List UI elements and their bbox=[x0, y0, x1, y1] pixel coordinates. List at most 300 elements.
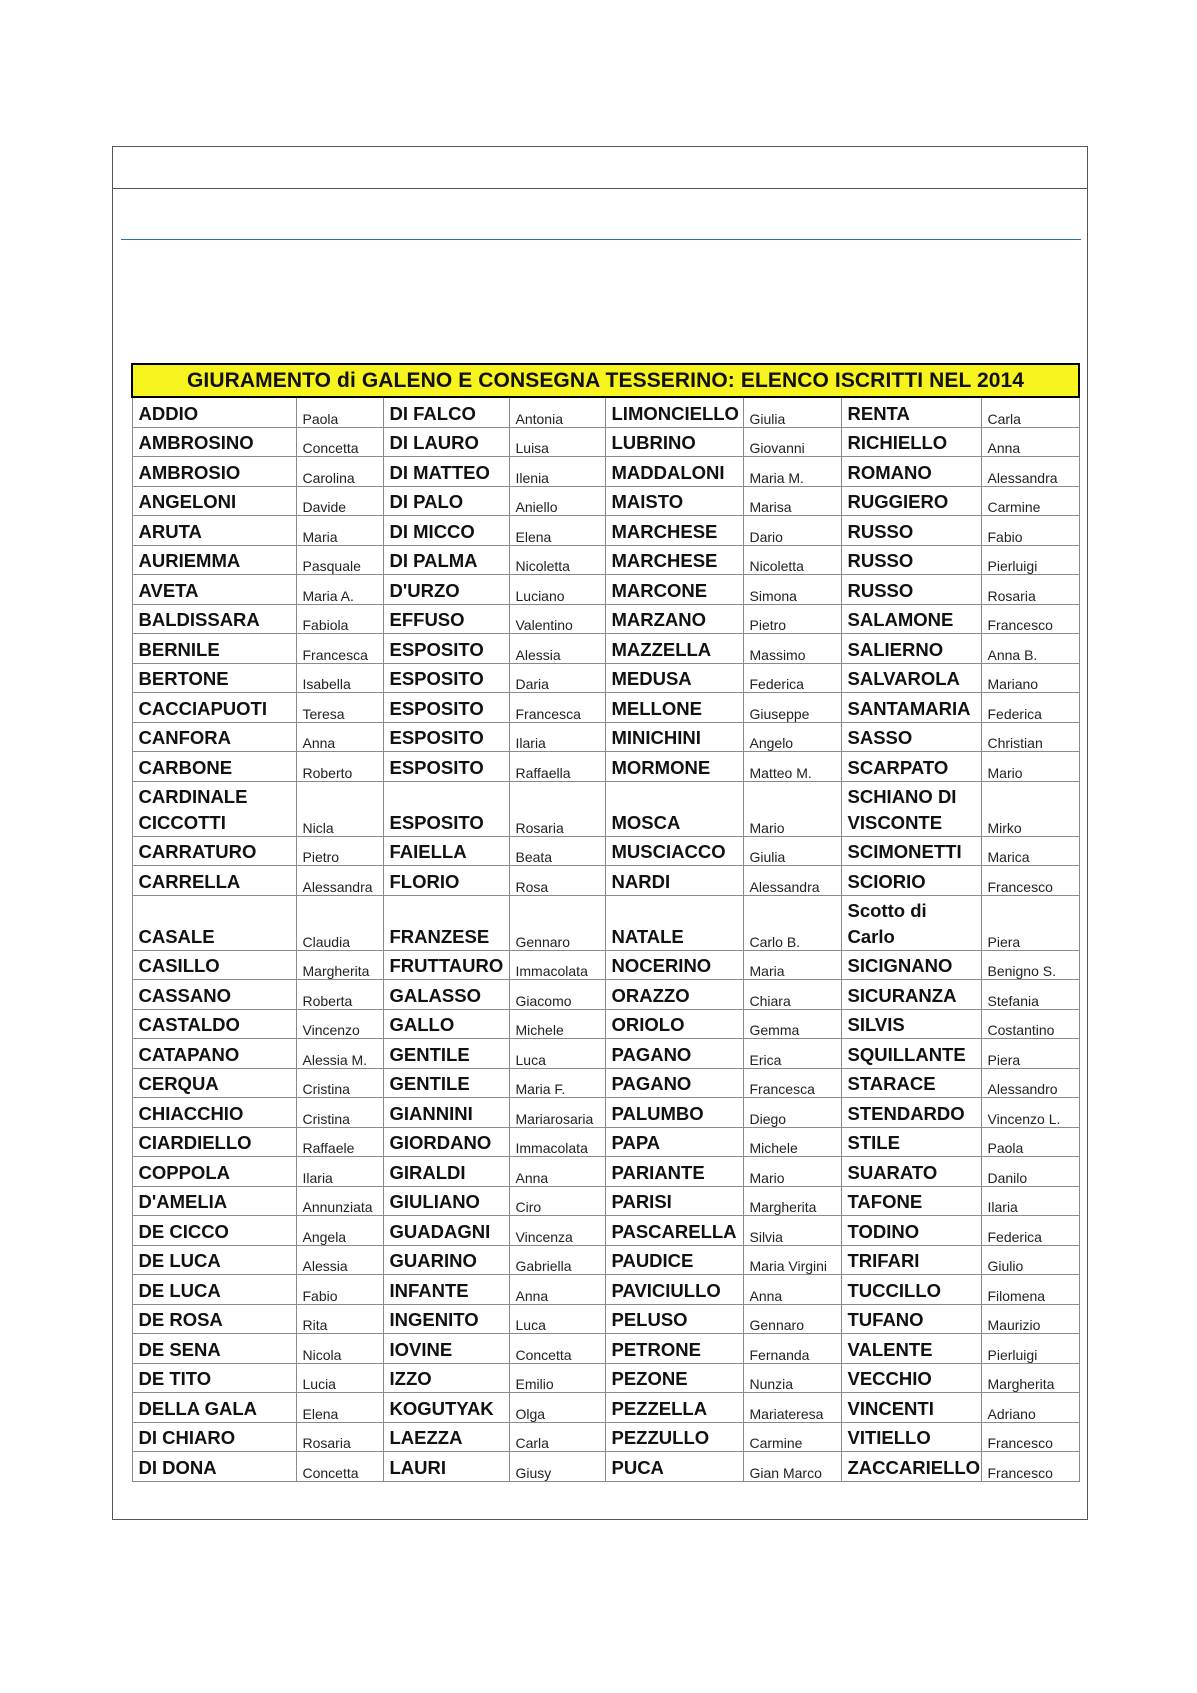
horizontal-rule bbox=[121, 239, 1081, 240]
surname-cell: ORAZZO bbox=[605, 980, 743, 1010]
table-row bbox=[132, 836, 1079, 866]
table-row bbox=[132, 1422, 1079, 1452]
first-name-cell: Raffaella bbox=[509, 752, 605, 782]
first-name-cell: Gemma bbox=[743, 1009, 841, 1039]
surname-cell: MARCHESE bbox=[605, 516, 743, 546]
surname-cell: VINCENTI bbox=[841, 1393, 981, 1423]
surname-cell: SALVAROLA bbox=[841, 663, 981, 693]
surname-cell: MAZZELLA bbox=[605, 634, 743, 664]
first-name-cell: Emilio bbox=[509, 1363, 605, 1393]
surname-cell: TUCCILLO bbox=[841, 1275, 981, 1305]
first-name-cell: Maria bbox=[743, 950, 841, 980]
first-name-cell: Mario bbox=[743, 1157, 841, 1187]
first-name-cell: Alessandra bbox=[296, 866, 383, 896]
surname-cell: STENDARDO bbox=[841, 1098, 981, 1128]
first-name-cell: Rosaria bbox=[296, 1422, 383, 1452]
surname-cell: ESPOSITO bbox=[383, 693, 509, 723]
first-name-cell: Angelo bbox=[743, 722, 841, 752]
first-name-cell: Pierluigi bbox=[981, 545, 1079, 575]
table-row bbox=[132, 1334, 1079, 1364]
first-name-cell: Alessandra bbox=[981, 457, 1079, 487]
first-name-cell: Gian Marco bbox=[743, 1452, 841, 1482]
surname-cell: MORMONE bbox=[605, 752, 743, 782]
table-row bbox=[132, 486, 1079, 516]
surname-cell: CERQUA bbox=[132, 1068, 296, 1098]
table-row bbox=[132, 663, 1079, 693]
table-row bbox=[132, 1452, 1079, 1482]
surname-cell: EFFUSO bbox=[383, 604, 509, 634]
first-name-cell: Cristina bbox=[296, 1068, 383, 1098]
first-name-cell: Maurizio bbox=[981, 1304, 1079, 1334]
first-name-cell: Carolina bbox=[296, 457, 383, 487]
surname-cell: MARCHESE bbox=[605, 545, 743, 575]
first-name-cell: Piera bbox=[981, 895, 1079, 950]
first-name-cell: Filomena bbox=[981, 1275, 1079, 1305]
surname-cell: TRIFARI bbox=[841, 1245, 981, 1275]
surname-text: CARDINALE CICCOTTI bbox=[138, 785, 248, 833]
first-name-cell: Luciano bbox=[509, 575, 605, 605]
surname-cell: GUARINO bbox=[383, 1245, 509, 1275]
first-name-cell: Giusy bbox=[509, 1452, 605, 1482]
surname-cell: BALDISSARA bbox=[132, 604, 296, 634]
surname-cell: DI LAURO bbox=[383, 427, 509, 457]
surname-cell: GALASSO bbox=[383, 980, 509, 1010]
surname-cell: RUGGIERO bbox=[841, 486, 981, 516]
table-row bbox=[132, 895, 1079, 950]
surname-cell: ROMANO bbox=[841, 457, 981, 487]
surname-cell: MAISTO bbox=[605, 486, 743, 516]
first-name-cell: Danilo bbox=[981, 1157, 1079, 1187]
surname-cell: RUSSO bbox=[841, 575, 981, 605]
first-name-cell: Piera bbox=[981, 1039, 1079, 1069]
surname-cell bbox=[132, 895, 296, 950]
first-name-cell: Gennaro bbox=[743, 1304, 841, 1334]
surname-cell: ZACCARIELLO bbox=[841, 1452, 981, 1482]
surname-text: FRANZESE bbox=[389, 925, 490, 947]
first-name-cell: Dario bbox=[743, 516, 841, 546]
first-name-cell: Ilenia bbox=[509, 457, 605, 487]
table-row bbox=[132, 866, 1079, 896]
first-name-cell: Cristina bbox=[296, 1098, 383, 1128]
table-row bbox=[132, 516, 1079, 546]
surname-cell: PELUSO bbox=[605, 1304, 743, 1334]
table-row bbox=[132, 781, 1079, 836]
first-name-cell: Concetta bbox=[296, 427, 383, 457]
surname-cell: INGENITO bbox=[383, 1304, 509, 1334]
surname-cell bbox=[841, 781, 981, 836]
first-name-cell: Anna bbox=[981, 427, 1079, 457]
surname-cell: BERTONE bbox=[132, 663, 296, 693]
first-name-cell: Margherita bbox=[743, 1186, 841, 1216]
first-name-cell: Alessia M. bbox=[296, 1039, 383, 1069]
table-row bbox=[132, 693, 1079, 723]
enrollment-table bbox=[131, 363, 1080, 1482]
surname-cell: ORIOLO bbox=[605, 1009, 743, 1039]
table-row bbox=[132, 1363, 1079, 1393]
surname-cell: DE SENA bbox=[132, 1334, 296, 1364]
surname-cell: ESPOSITO bbox=[383, 634, 509, 664]
first-name-cell: Nicola bbox=[296, 1334, 383, 1364]
surname-cell: DI PALMA bbox=[383, 545, 509, 575]
table-row bbox=[132, 1186, 1079, 1216]
surname-cell: PETRONE bbox=[605, 1334, 743, 1364]
first-name-cell: Luca bbox=[509, 1039, 605, 1069]
surname-cell: ARUTA bbox=[132, 516, 296, 546]
surname-cell: PAUDICE bbox=[605, 1245, 743, 1275]
surname-cell: VECCHIO bbox=[841, 1363, 981, 1393]
first-name-cell: Giulia bbox=[743, 397, 841, 427]
surname-cell: AMBROSINO bbox=[132, 427, 296, 457]
first-name-cell: Lucia bbox=[296, 1363, 383, 1393]
surname-cell: SALAMONE bbox=[841, 604, 981, 634]
surname-text: SCHIANO DI VISCONTE bbox=[847, 785, 957, 833]
first-name-cell: Paola bbox=[981, 1127, 1079, 1157]
first-name-cell: Rosaria bbox=[509, 781, 605, 836]
table-row bbox=[132, 1245, 1079, 1275]
first-name-cell: Gennaro bbox=[509, 895, 605, 950]
first-name-cell: Carlo B. bbox=[743, 895, 841, 950]
surname-cell: LAURI bbox=[383, 1452, 509, 1482]
surname-cell: MELLONE bbox=[605, 693, 743, 723]
surname-cell: CASTALDO bbox=[132, 1009, 296, 1039]
first-name-cell: Giulio bbox=[981, 1245, 1079, 1275]
surname-cell: GENTILE bbox=[383, 1068, 509, 1098]
table-row bbox=[132, 1009, 1079, 1039]
surname-cell: DE LUCA bbox=[132, 1275, 296, 1305]
surname-cell bbox=[383, 895, 509, 950]
first-name-cell: Adriano bbox=[981, 1393, 1079, 1423]
surname-cell: PARIANTE bbox=[605, 1157, 743, 1187]
surname-text: NATALE bbox=[611, 925, 684, 947]
first-name-cell: Carmine bbox=[743, 1422, 841, 1452]
surname-cell: DI MICCO bbox=[383, 516, 509, 546]
table-row bbox=[132, 397, 1079, 427]
surname-cell: PAGANO bbox=[605, 1068, 743, 1098]
surname-cell: ADDIO bbox=[132, 397, 296, 427]
surname-text: CASALE bbox=[138, 925, 215, 947]
first-name-cell: Annunziata bbox=[296, 1186, 383, 1216]
surname-cell: DI FALCO bbox=[383, 397, 509, 427]
surname-text: MOSCA bbox=[611, 811, 681, 833]
surname-cell: DE ROSA bbox=[132, 1304, 296, 1334]
first-name-cell: Ciro bbox=[509, 1186, 605, 1216]
surname-cell: GIRALDI bbox=[383, 1157, 509, 1187]
table-row bbox=[132, 1393, 1079, 1423]
surname-cell: INFANTE bbox=[383, 1275, 509, 1305]
first-name-cell: Mariateresa bbox=[743, 1393, 841, 1423]
surname-cell: DI DONA bbox=[132, 1452, 296, 1482]
first-name-cell: Vincenzo L. bbox=[981, 1098, 1079, 1128]
first-name-cell: Giacomo bbox=[509, 980, 605, 1010]
first-name-cell: Mariarosaria bbox=[509, 1098, 605, 1128]
surname-cell: PALUMBO bbox=[605, 1098, 743, 1128]
surname-cell: SUARATO bbox=[841, 1157, 981, 1187]
first-name-cell: Anna bbox=[743, 1275, 841, 1305]
surname-cell: ANGELONI bbox=[132, 486, 296, 516]
first-name-cell: Francesco bbox=[981, 866, 1079, 896]
surname-cell: MEDUSA bbox=[605, 663, 743, 693]
first-name-cell: Fabio bbox=[296, 1275, 383, 1305]
surname-cell: MADDALONI bbox=[605, 457, 743, 487]
surname-cell bbox=[383, 781, 509, 836]
first-name-cell: Nicla bbox=[296, 781, 383, 836]
first-name-cell: Pietro bbox=[296, 836, 383, 866]
first-name-cell: Alessia bbox=[509, 634, 605, 664]
surname-cell: D'URZO bbox=[383, 575, 509, 605]
surname-cell: RUSSO bbox=[841, 516, 981, 546]
first-name-cell: Alessia bbox=[296, 1245, 383, 1275]
first-name-cell: Nunzia bbox=[743, 1363, 841, 1393]
first-name-cell: Ilaria bbox=[509, 722, 605, 752]
first-name-cell: Pierluigi bbox=[981, 1334, 1079, 1364]
surname-cell: GALLO bbox=[383, 1009, 509, 1039]
table-row bbox=[132, 545, 1079, 575]
surname-cell: PEZONE bbox=[605, 1363, 743, 1393]
first-name-cell: Marica bbox=[981, 836, 1079, 866]
surname-cell: STILE bbox=[841, 1127, 981, 1157]
surname-cell: TAFONE bbox=[841, 1186, 981, 1216]
first-name-cell: Francesco bbox=[981, 604, 1079, 634]
surname-cell: SASSO bbox=[841, 722, 981, 752]
surname-cell: RENTA bbox=[841, 397, 981, 427]
surname-cell: GIANNINI bbox=[383, 1098, 509, 1128]
first-name-cell: Luca bbox=[509, 1304, 605, 1334]
surname-cell: PAVICIULLO bbox=[605, 1275, 743, 1305]
surname-cell: FAIELLA bbox=[383, 836, 509, 866]
first-name-cell: Immacolata bbox=[509, 950, 605, 980]
first-name-cell: Aniello bbox=[509, 486, 605, 516]
first-name-cell: Matteo M. bbox=[743, 752, 841, 782]
surname-cell: SCARPATO bbox=[841, 752, 981, 782]
surname-cell: DE LUCA bbox=[132, 1245, 296, 1275]
surname-cell: DI PALO bbox=[383, 486, 509, 516]
surname-cell: SCIMONETTI bbox=[841, 836, 981, 866]
table-row bbox=[132, 950, 1079, 980]
first-name-cell: Massimo bbox=[743, 634, 841, 664]
header-band bbox=[113, 147, 1087, 189]
table-row bbox=[132, 752, 1079, 782]
surname-cell: PAGANO bbox=[605, 1039, 743, 1069]
surname-cell: SALIERNO bbox=[841, 634, 981, 664]
first-name-cell: Benigno S. bbox=[981, 950, 1079, 980]
surname-cell: TODINO bbox=[841, 1216, 981, 1246]
first-name-cell: Simona bbox=[743, 575, 841, 605]
first-name-cell: Ilaria bbox=[981, 1186, 1079, 1216]
surname-cell: PEZZULLO bbox=[605, 1422, 743, 1452]
first-name-cell: Rita bbox=[296, 1304, 383, 1334]
surname-cell: DI CHIARO bbox=[132, 1422, 296, 1452]
surname-cell: ESPOSITO bbox=[383, 663, 509, 693]
surname-cell: RICHIELLO bbox=[841, 427, 981, 457]
surname-cell: LIMONCIELLO bbox=[605, 397, 743, 427]
table-row bbox=[132, 980, 1079, 1010]
first-name-cell: Nicoletta bbox=[509, 545, 605, 575]
surname-cell: LUBRINO bbox=[605, 427, 743, 457]
surname-cell: AURIEMMA bbox=[132, 545, 296, 575]
surname-cell: MARCONE bbox=[605, 575, 743, 605]
first-name-cell: Nicoletta bbox=[743, 545, 841, 575]
first-name-cell: Elena bbox=[509, 516, 605, 546]
first-name-cell: Ilaria bbox=[296, 1157, 383, 1187]
surname-cell: IZZO bbox=[383, 1363, 509, 1393]
first-name-cell: Alessandro bbox=[981, 1068, 1079, 1098]
first-name-cell: Chiara bbox=[743, 980, 841, 1010]
table-row bbox=[132, 575, 1079, 605]
first-name-cell: Maria F. bbox=[509, 1068, 605, 1098]
surname-cell bbox=[841, 895, 981, 950]
first-name-cell: Francesco bbox=[981, 1452, 1079, 1482]
table-row bbox=[132, 1304, 1079, 1334]
surname-cell: CARRATURO bbox=[132, 836, 296, 866]
first-name-cell: Anna bbox=[509, 1275, 605, 1305]
first-name-cell: Vincenza bbox=[509, 1216, 605, 1246]
first-name-cell: Olga bbox=[509, 1393, 605, 1423]
table-row bbox=[132, 1216, 1079, 1246]
first-name-cell: Daria bbox=[509, 663, 605, 693]
first-name-cell: Margherita bbox=[296, 950, 383, 980]
first-name-cell: Rosaria bbox=[981, 575, 1079, 605]
first-name-cell: Maria Virgini bbox=[743, 1245, 841, 1275]
first-name-cell: Giuseppe bbox=[743, 693, 841, 723]
first-name-cell: Elena bbox=[296, 1393, 383, 1423]
first-name-cell: Giulia bbox=[743, 836, 841, 866]
first-name-cell: Pietro bbox=[743, 604, 841, 634]
surname-cell: SANTAMARIA bbox=[841, 693, 981, 723]
surname-cell: SICIGNANO bbox=[841, 950, 981, 980]
first-name-cell: Mariano bbox=[981, 663, 1079, 693]
first-name-cell: Concetta bbox=[296, 1452, 383, 1482]
surname-cell: AMBROSIO bbox=[132, 457, 296, 487]
first-name-cell: Anna bbox=[509, 1157, 605, 1187]
surname-cell: MARZANO bbox=[605, 604, 743, 634]
table-row bbox=[132, 427, 1079, 457]
table-row bbox=[132, 634, 1079, 664]
first-name-cell: Marisa bbox=[743, 486, 841, 516]
first-name-cell: Erica bbox=[743, 1039, 841, 1069]
first-name-cell: Gabriella bbox=[509, 1245, 605, 1275]
surname-cell: GIORDANO bbox=[383, 1127, 509, 1157]
first-name-cell: Giovanni bbox=[743, 427, 841, 457]
first-name-cell: Raffaele bbox=[296, 1127, 383, 1157]
first-name-cell: Mario bbox=[743, 781, 841, 836]
surname-cell: ESPOSITO bbox=[383, 722, 509, 752]
table-row bbox=[132, 1157, 1079, 1187]
surname-cell: LAEZZA bbox=[383, 1422, 509, 1452]
surname-cell: GIULIANO bbox=[383, 1186, 509, 1216]
surname-cell bbox=[132, 781, 296, 836]
first-name-cell: Davide bbox=[296, 486, 383, 516]
surname-cell: SQUILLANTE bbox=[841, 1039, 981, 1069]
surname-cell: RUSSO bbox=[841, 545, 981, 575]
surname-cell: AVETA bbox=[132, 575, 296, 605]
first-name-cell: Concetta bbox=[509, 1334, 605, 1364]
surname-cell: CASILLO bbox=[132, 950, 296, 980]
first-name-cell: Margherita bbox=[981, 1363, 1079, 1393]
surname-cell: CHIACCHIO bbox=[132, 1098, 296, 1128]
first-name-cell: Francesca bbox=[296, 634, 383, 664]
surname-text: Scotto di Carlo bbox=[847, 899, 927, 947]
first-name-cell: Roberta bbox=[296, 980, 383, 1010]
first-name-cell: Carla bbox=[509, 1422, 605, 1452]
surname-cell: CACCIAPUOTI bbox=[132, 693, 296, 723]
first-name-cell: Anna B. bbox=[981, 634, 1079, 664]
first-name-cell: Stefania bbox=[981, 980, 1079, 1010]
first-name-cell: Teresa bbox=[296, 693, 383, 723]
first-name-cell: Beata bbox=[509, 836, 605, 866]
table-row bbox=[132, 722, 1079, 752]
first-name-cell: Rosa bbox=[509, 866, 605, 896]
first-name-cell: Costantino bbox=[981, 1009, 1079, 1039]
first-name-cell: Maria bbox=[296, 516, 383, 546]
first-name-cell: Fabiola bbox=[296, 604, 383, 634]
surname-cell: MINICHINI bbox=[605, 722, 743, 752]
surname-text: ESPOSITO bbox=[389, 811, 484, 833]
surname-cell: DE CICCO bbox=[132, 1216, 296, 1246]
first-name-cell: Immacolata bbox=[509, 1127, 605, 1157]
surname-cell bbox=[605, 895, 743, 950]
table-row bbox=[132, 1068, 1079, 1098]
surname-cell: CANFORA bbox=[132, 722, 296, 752]
surname-cell: CARRELLA bbox=[132, 866, 296, 896]
surname-cell: ESPOSITO bbox=[383, 752, 509, 782]
first-name-cell: Mario bbox=[981, 752, 1079, 782]
surname-cell: PUCA bbox=[605, 1452, 743, 1482]
first-name-cell: Fabio bbox=[981, 516, 1079, 546]
first-name-cell: Pasquale bbox=[296, 545, 383, 575]
surname-cell: GENTILE bbox=[383, 1039, 509, 1069]
surname-cell: DI MATTEO bbox=[383, 457, 509, 487]
surname-cell: PEZZELLA bbox=[605, 1393, 743, 1423]
table-row bbox=[132, 1098, 1079, 1128]
surname-cell: BERNILE bbox=[132, 634, 296, 664]
surname-cell: KOGUTYAK bbox=[383, 1393, 509, 1423]
first-name-cell: Federica bbox=[981, 1216, 1079, 1246]
first-name-cell: Isabella bbox=[296, 663, 383, 693]
surname-cell: FRUTTAURO bbox=[383, 950, 509, 980]
table-row bbox=[132, 1127, 1079, 1157]
first-name-cell: Carmine bbox=[981, 486, 1079, 516]
first-name-cell: Antonia bbox=[509, 397, 605, 427]
surname-cell: PAPA bbox=[605, 1127, 743, 1157]
surname-cell: TUFANO bbox=[841, 1304, 981, 1334]
table-row bbox=[132, 604, 1079, 634]
first-name-cell: Silvia bbox=[743, 1216, 841, 1246]
table-row bbox=[132, 1039, 1079, 1069]
first-name-cell: Anna bbox=[296, 722, 383, 752]
first-name-cell: Luisa bbox=[509, 427, 605, 457]
surname-cell: D'AMELIA bbox=[132, 1186, 296, 1216]
surname-cell: DELLA GALA bbox=[132, 1393, 296, 1423]
surname-cell: PARISI bbox=[605, 1186, 743, 1216]
surname-cell: CIARDIELLO bbox=[132, 1127, 296, 1157]
surname-cell: NARDI bbox=[605, 866, 743, 896]
surname-cell: FLORIO bbox=[383, 866, 509, 896]
surname-cell: CARBONE bbox=[132, 752, 296, 782]
surname-cell: CASSANO bbox=[132, 980, 296, 1010]
first-name-cell: Carla bbox=[981, 397, 1079, 427]
first-name-cell: Fernanda bbox=[743, 1334, 841, 1364]
surname-cell: DE TITO bbox=[132, 1363, 296, 1393]
first-name-cell: Angela bbox=[296, 1216, 383, 1246]
surname-cell: GUADAGNI bbox=[383, 1216, 509, 1246]
first-name-cell: Claudia bbox=[296, 895, 383, 950]
surname-cell: CATAPANO bbox=[132, 1039, 296, 1069]
table-row bbox=[132, 457, 1079, 487]
first-name-cell: Christian bbox=[981, 722, 1079, 752]
table-row bbox=[132, 1275, 1079, 1305]
first-name-cell: Michele bbox=[509, 1009, 605, 1039]
first-name-cell: Michele bbox=[743, 1127, 841, 1157]
